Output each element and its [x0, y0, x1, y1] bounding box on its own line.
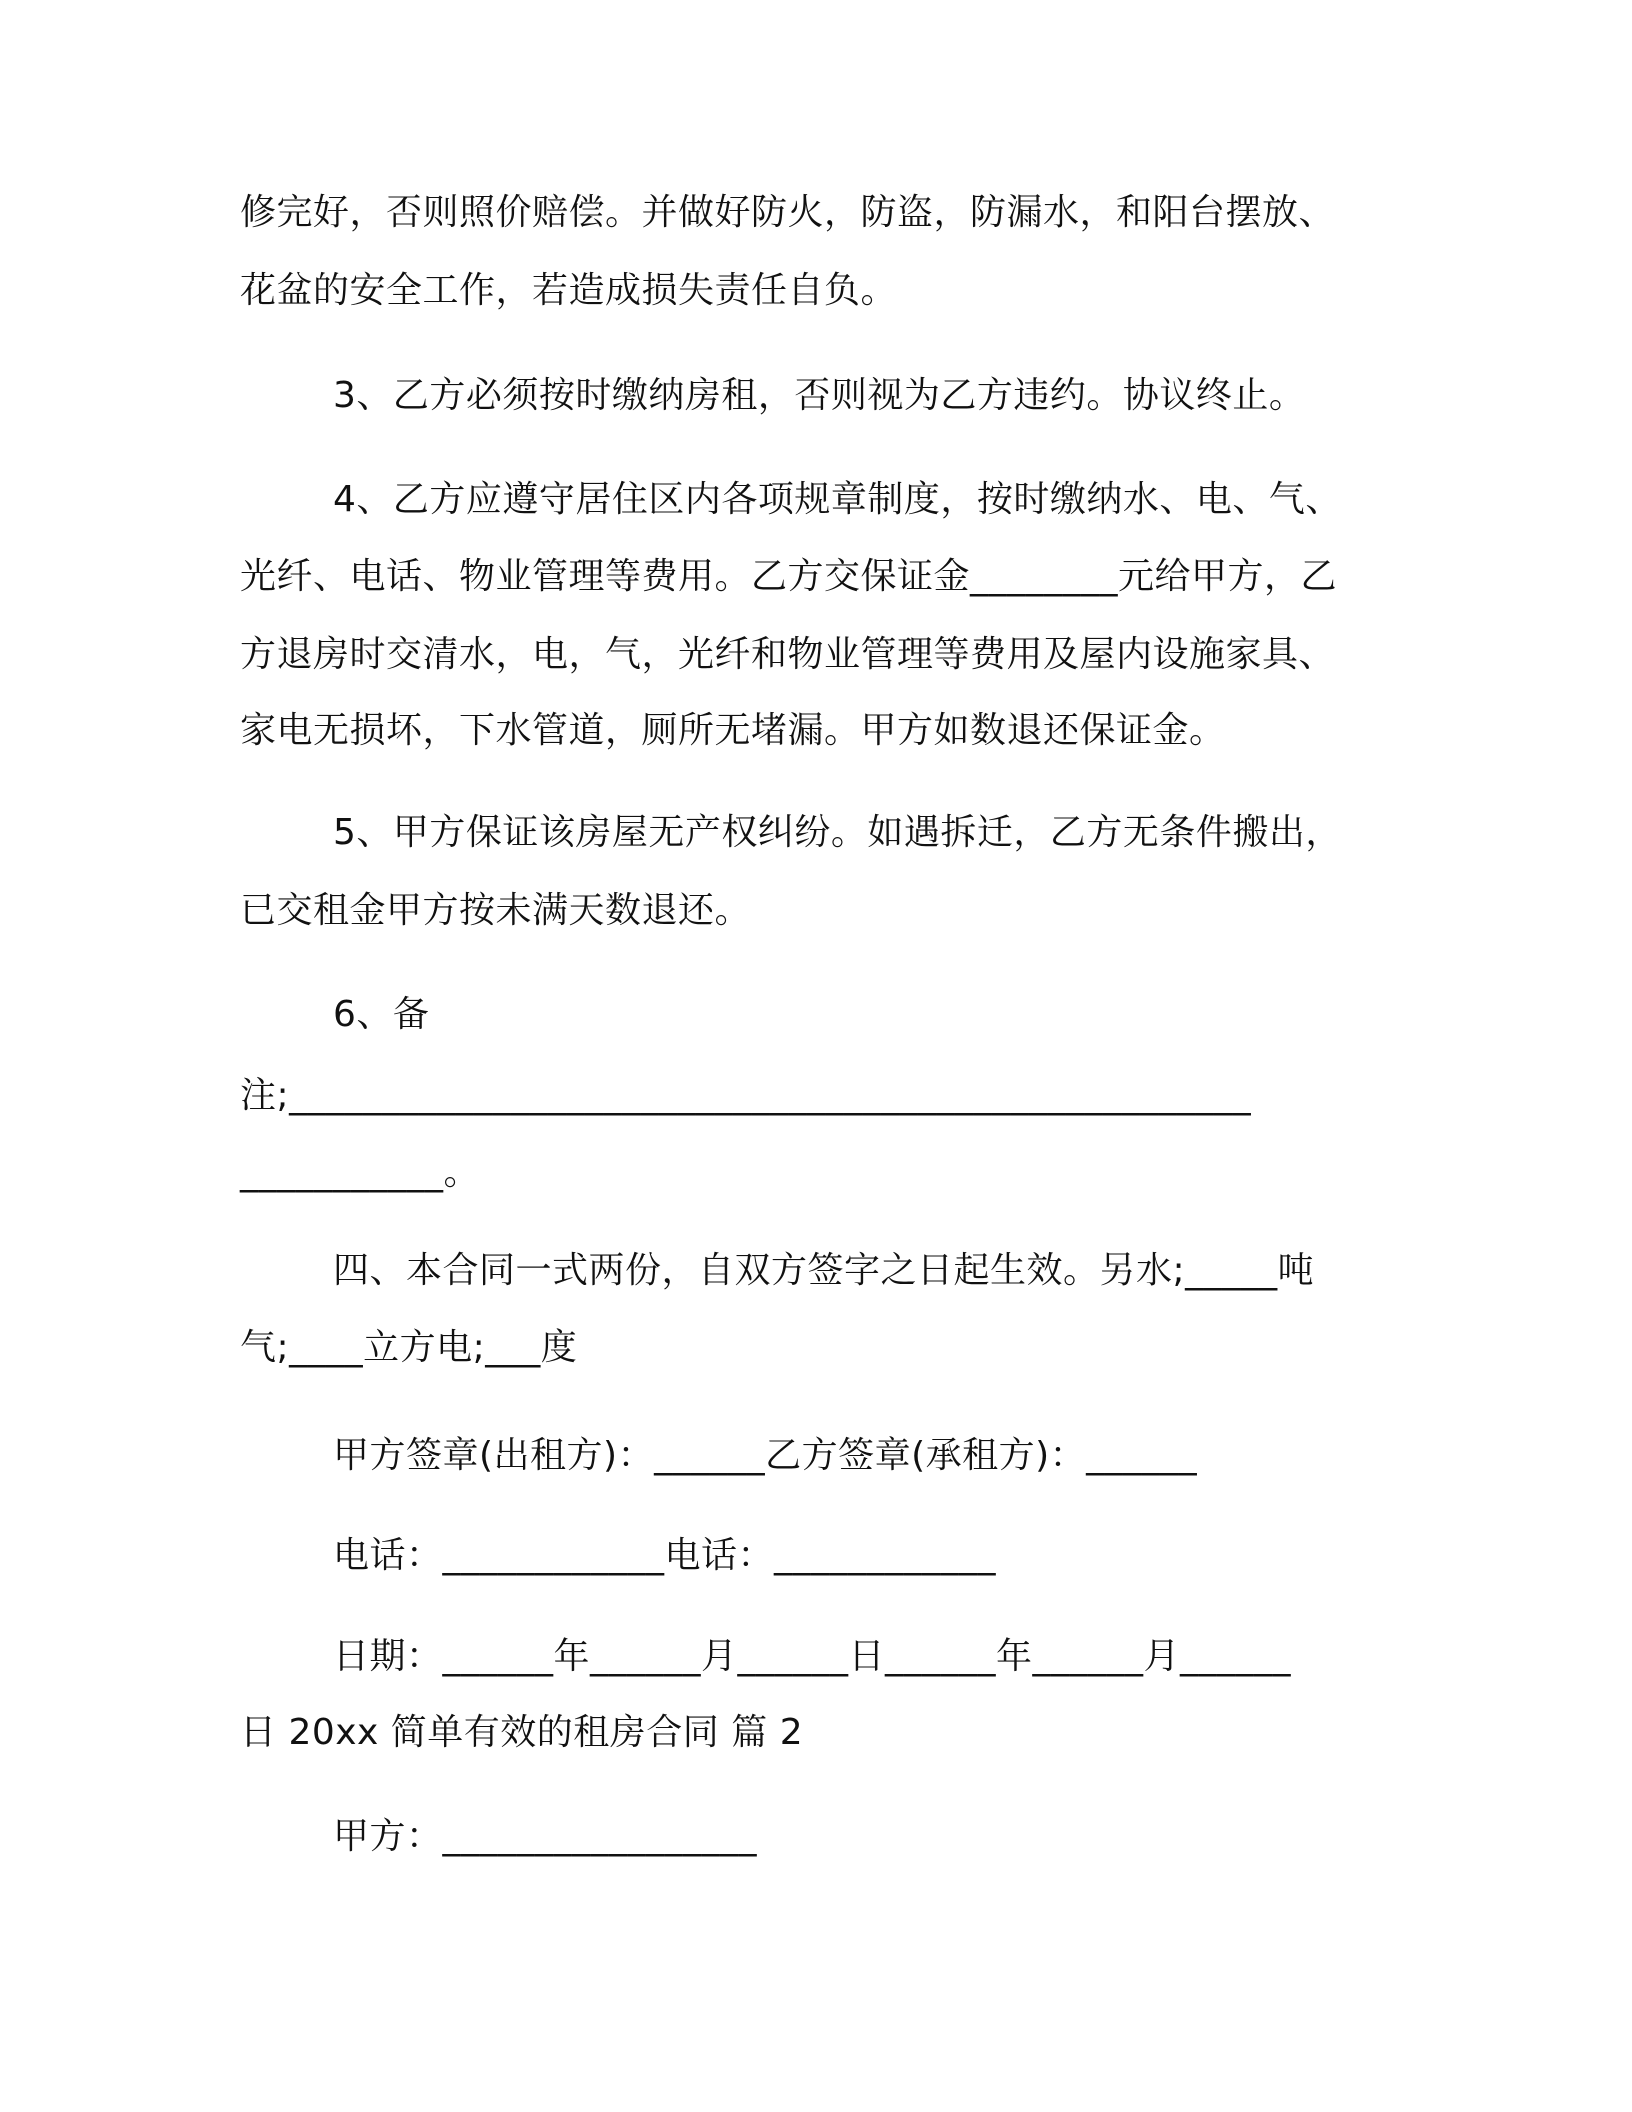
text-line: 花盆的安全工作，若造成损失责任自负。	[240, 270, 898, 311]
text-line: 家电无损坏，下水管道，厕所无堵漏。甲方如数退还保证金。	[240, 710, 1226, 751]
section-4: 四、本合同一式两份，自双方签字之日起生效。另水;_____吨	[333, 1250, 1315, 1291]
clause-3: 3、乙方必须按时缴纳房租，否则视为乙方违约。协议终止。	[333, 375, 1306, 416]
text-line: 光纤、电话、物业管理等费用。乙方交保证金________元给甲方，乙	[240, 556, 1338, 597]
signature-line: 甲方签章(出租方)：______乙方签章(承租方)：______	[333, 1435, 1198, 1476]
text-line: 修完好，否则照价赔偿。并做好防火，防盗，防漏水，和阳台摆放、	[240, 192, 1336, 233]
section-heading: 日 20xx 简单有效的租房合同 篇 2	[240, 1712, 804, 1753]
text-line: 已交租金甲方按未满天数退还。	[240, 890, 752, 931]
clause-4: 4、乙方应遵守居住区内各项规章制度，按时缴纳水、电、气、	[333, 479, 1342, 520]
remarks-line: 注;____________________________________________________	[240, 1075, 1252, 1116]
text-line: 方退房时交清水，电，气，光纤和物业管理等费用及屋内设施家具、	[240, 634, 1336, 675]
phone-line: 电话：____________电话：____________	[333, 1535, 997, 1576]
text-line: 气;____立方电;___度	[240, 1327, 578, 1368]
party-a-line: 甲方：_________________	[333, 1816, 758, 1857]
remarks-line: ___________。	[240, 1152, 481, 1193]
clause-6: 6、备	[333, 994, 430, 1035]
date-line: 日期：______年______月______日______年______月______	[333, 1636, 1292, 1677]
clause-5: 5、甲方保证该房屋无产权纠纷。如遇拆迁，乙方无条件搬出，	[333, 812, 1342, 853]
